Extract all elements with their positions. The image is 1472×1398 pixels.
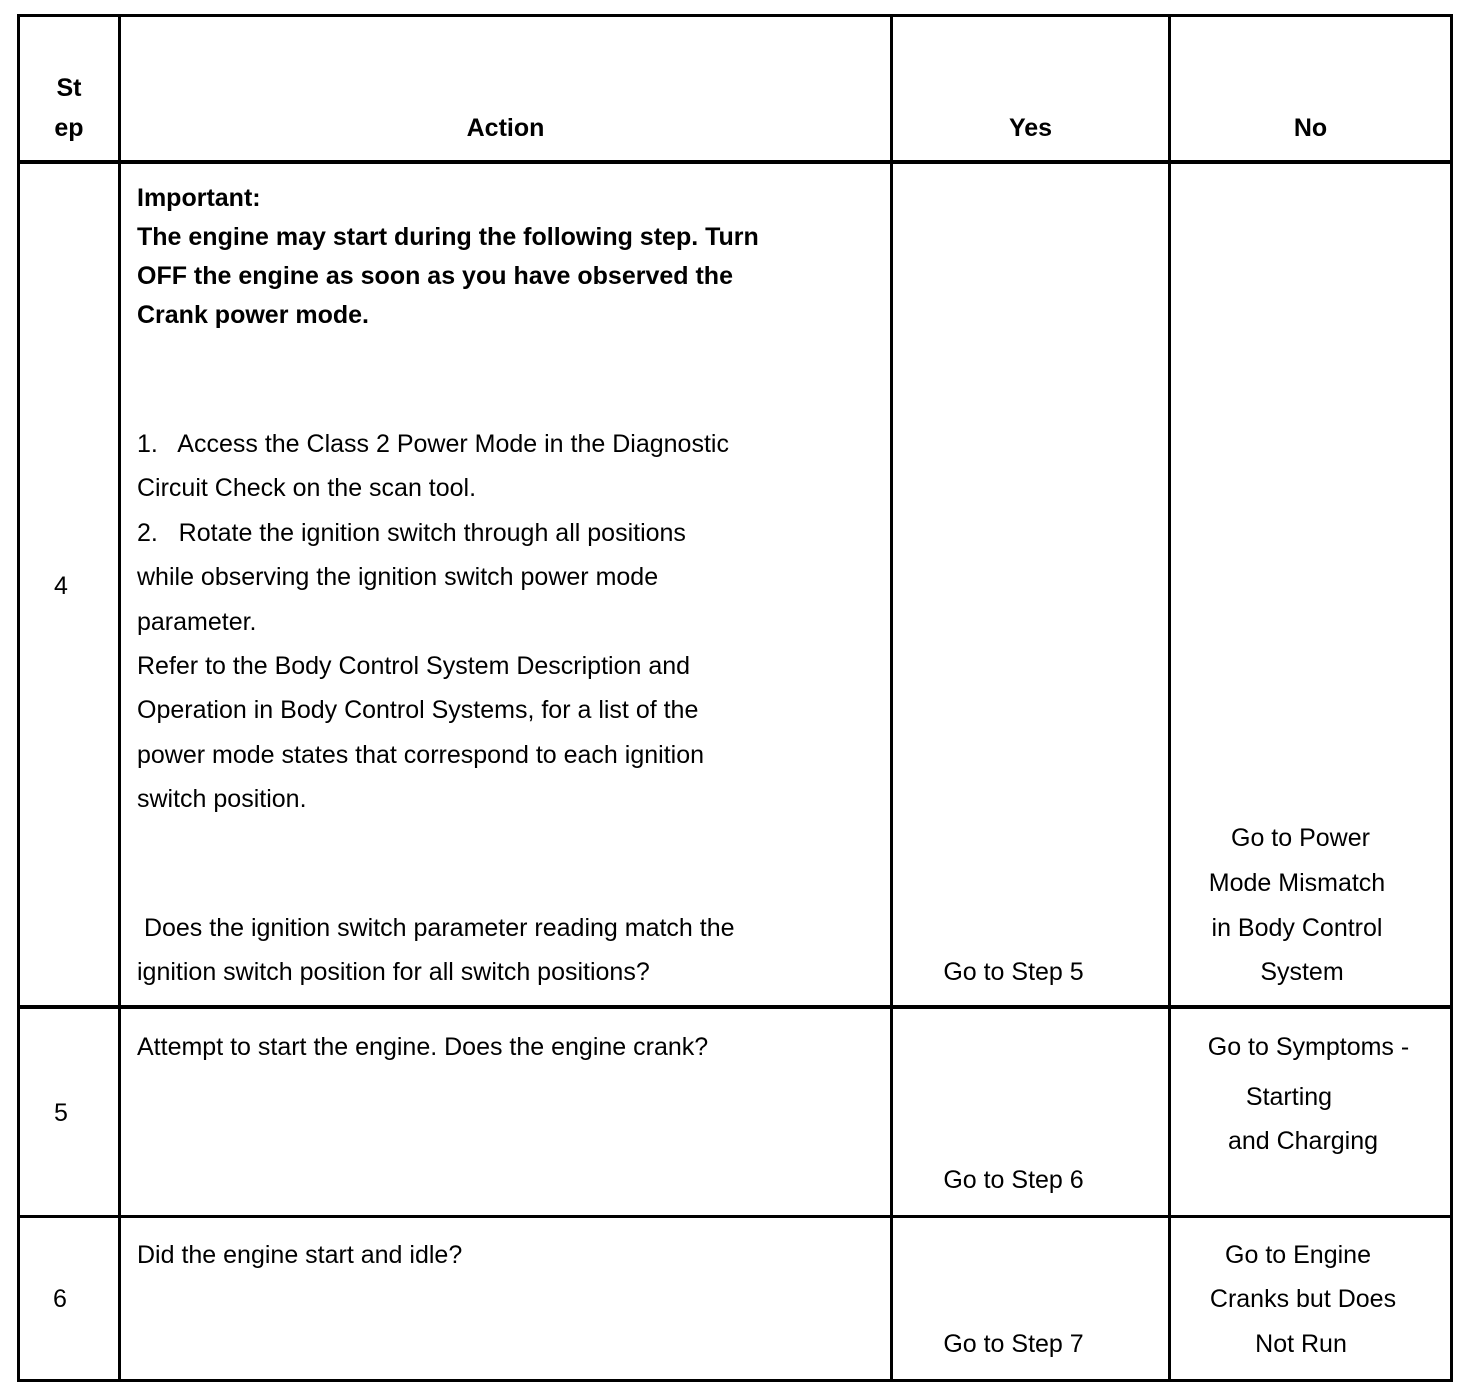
table-border-left — [17, 14, 20, 1382]
row-divider-5-6 — [17, 1215, 1453, 1218]
yes-result: Go to Step 5 — [943, 958, 1084, 986]
step-number: 4 — [54, 572, 68, 600]
no-result-line: Not Run — [1255, 1330, 1347, 1358]
action-text: Attempt to start the engine. Does the engine crank? — [137, 1033, 709, 1061]
header-step-line1: St — [56, 74, 82, 102]
question-line: ignition switch position for all switch positions? — [137, 958, 650, 986]
header-step-line2: ep — [54, 114, 84, 142]
no-result-line: Go to Power — [1231, 824, 1370, 852]
table-border-top — [17, 14, 1453, 17]
important-line: Crank power mode. — [137, 301, 369, 329]
step-number: 6 — [53, 1285, 67, 1313]
header-no: No — [1293, 114, 1328, 142]
table-border-bottom — [17, 1379, 1453, 1382]
table-border-right — [1450, 14, 1453, 1382]
yes-result: Go to Step 7 — [943, 1330, 1084, 1358]
no-result-line: Starting — [1245, 1083, 1333, 1111]
step-number: 5 — [54, 1099, 68, 1127]
no-result-line: Cranks but Does — [1209, 1285, 1397, 1313]
action-line: 2. Rotate the ignition switch through all positions — [137, 519, 686, 547]
col-divider-yes-no — [1168, 14, 1171, 1382]
header-yes: Yes — [1008, 114, 1053, 142]
col-divider-step-action — [118, 14, 121, 1382]
no-result-line: Go to Symptoms - — [1207, 1033, 1410, 1061]
important-title: Important: — [137, 184, 261, 212]
action-line: Operation in Body Control Systems, for a list of the — [137, 696, 699, 724]
header-divider — [17, 160, 1453, 164]
action-line: switch position. — [137, 785, 307, 813]
action-text: Did the engine start and idle? — [137, 1241, 463, 1269]
action-line: Circuit Check on the scan tool. — [137, 474, 477, 502]
question-line: Does the ignition switch parameter reading match the — [137, 914, 735, 942]
important-line: The engine may start during the following step. Turn — [137, 223, 759, 251]
no-result-line: System — [1260, 958, 1344, 986]
important-line: OFF the engine as soon as you have observed the — [137, 262, 733, 290]
action-line: parameter. — [137, 608, 257, 636]
yes-result: Go to Step 6 — [943, 1166, 1084, 1194]
no-result-line: Go to Engine — [1225, 1241, 1371, 1269]
action-line: power mode states that correspond to each ignition — [137, 741, 705, 769]
header-action: Action — [466, 114, 545, 142]
action-line: while observing the ignition switch power mode — [137, 563, 659, 591]
row-divider-4-5 — [17, 1005, 1453, 1009]
action-line: 1. Access the Class 2 Power Mode in the Diagnostic — [137, 430, 729, 458]
no-result-line: and Charging — [1227, 1127, 1379, 1155]
no-result-line: in Body Control — [1211, 914, 1383, 942]
action-line: Refer to the Body Control System Description and — [137, 652, 691, 680]
no-result-line: Mode Mismatch — [1208, 869, 1386, 897]
